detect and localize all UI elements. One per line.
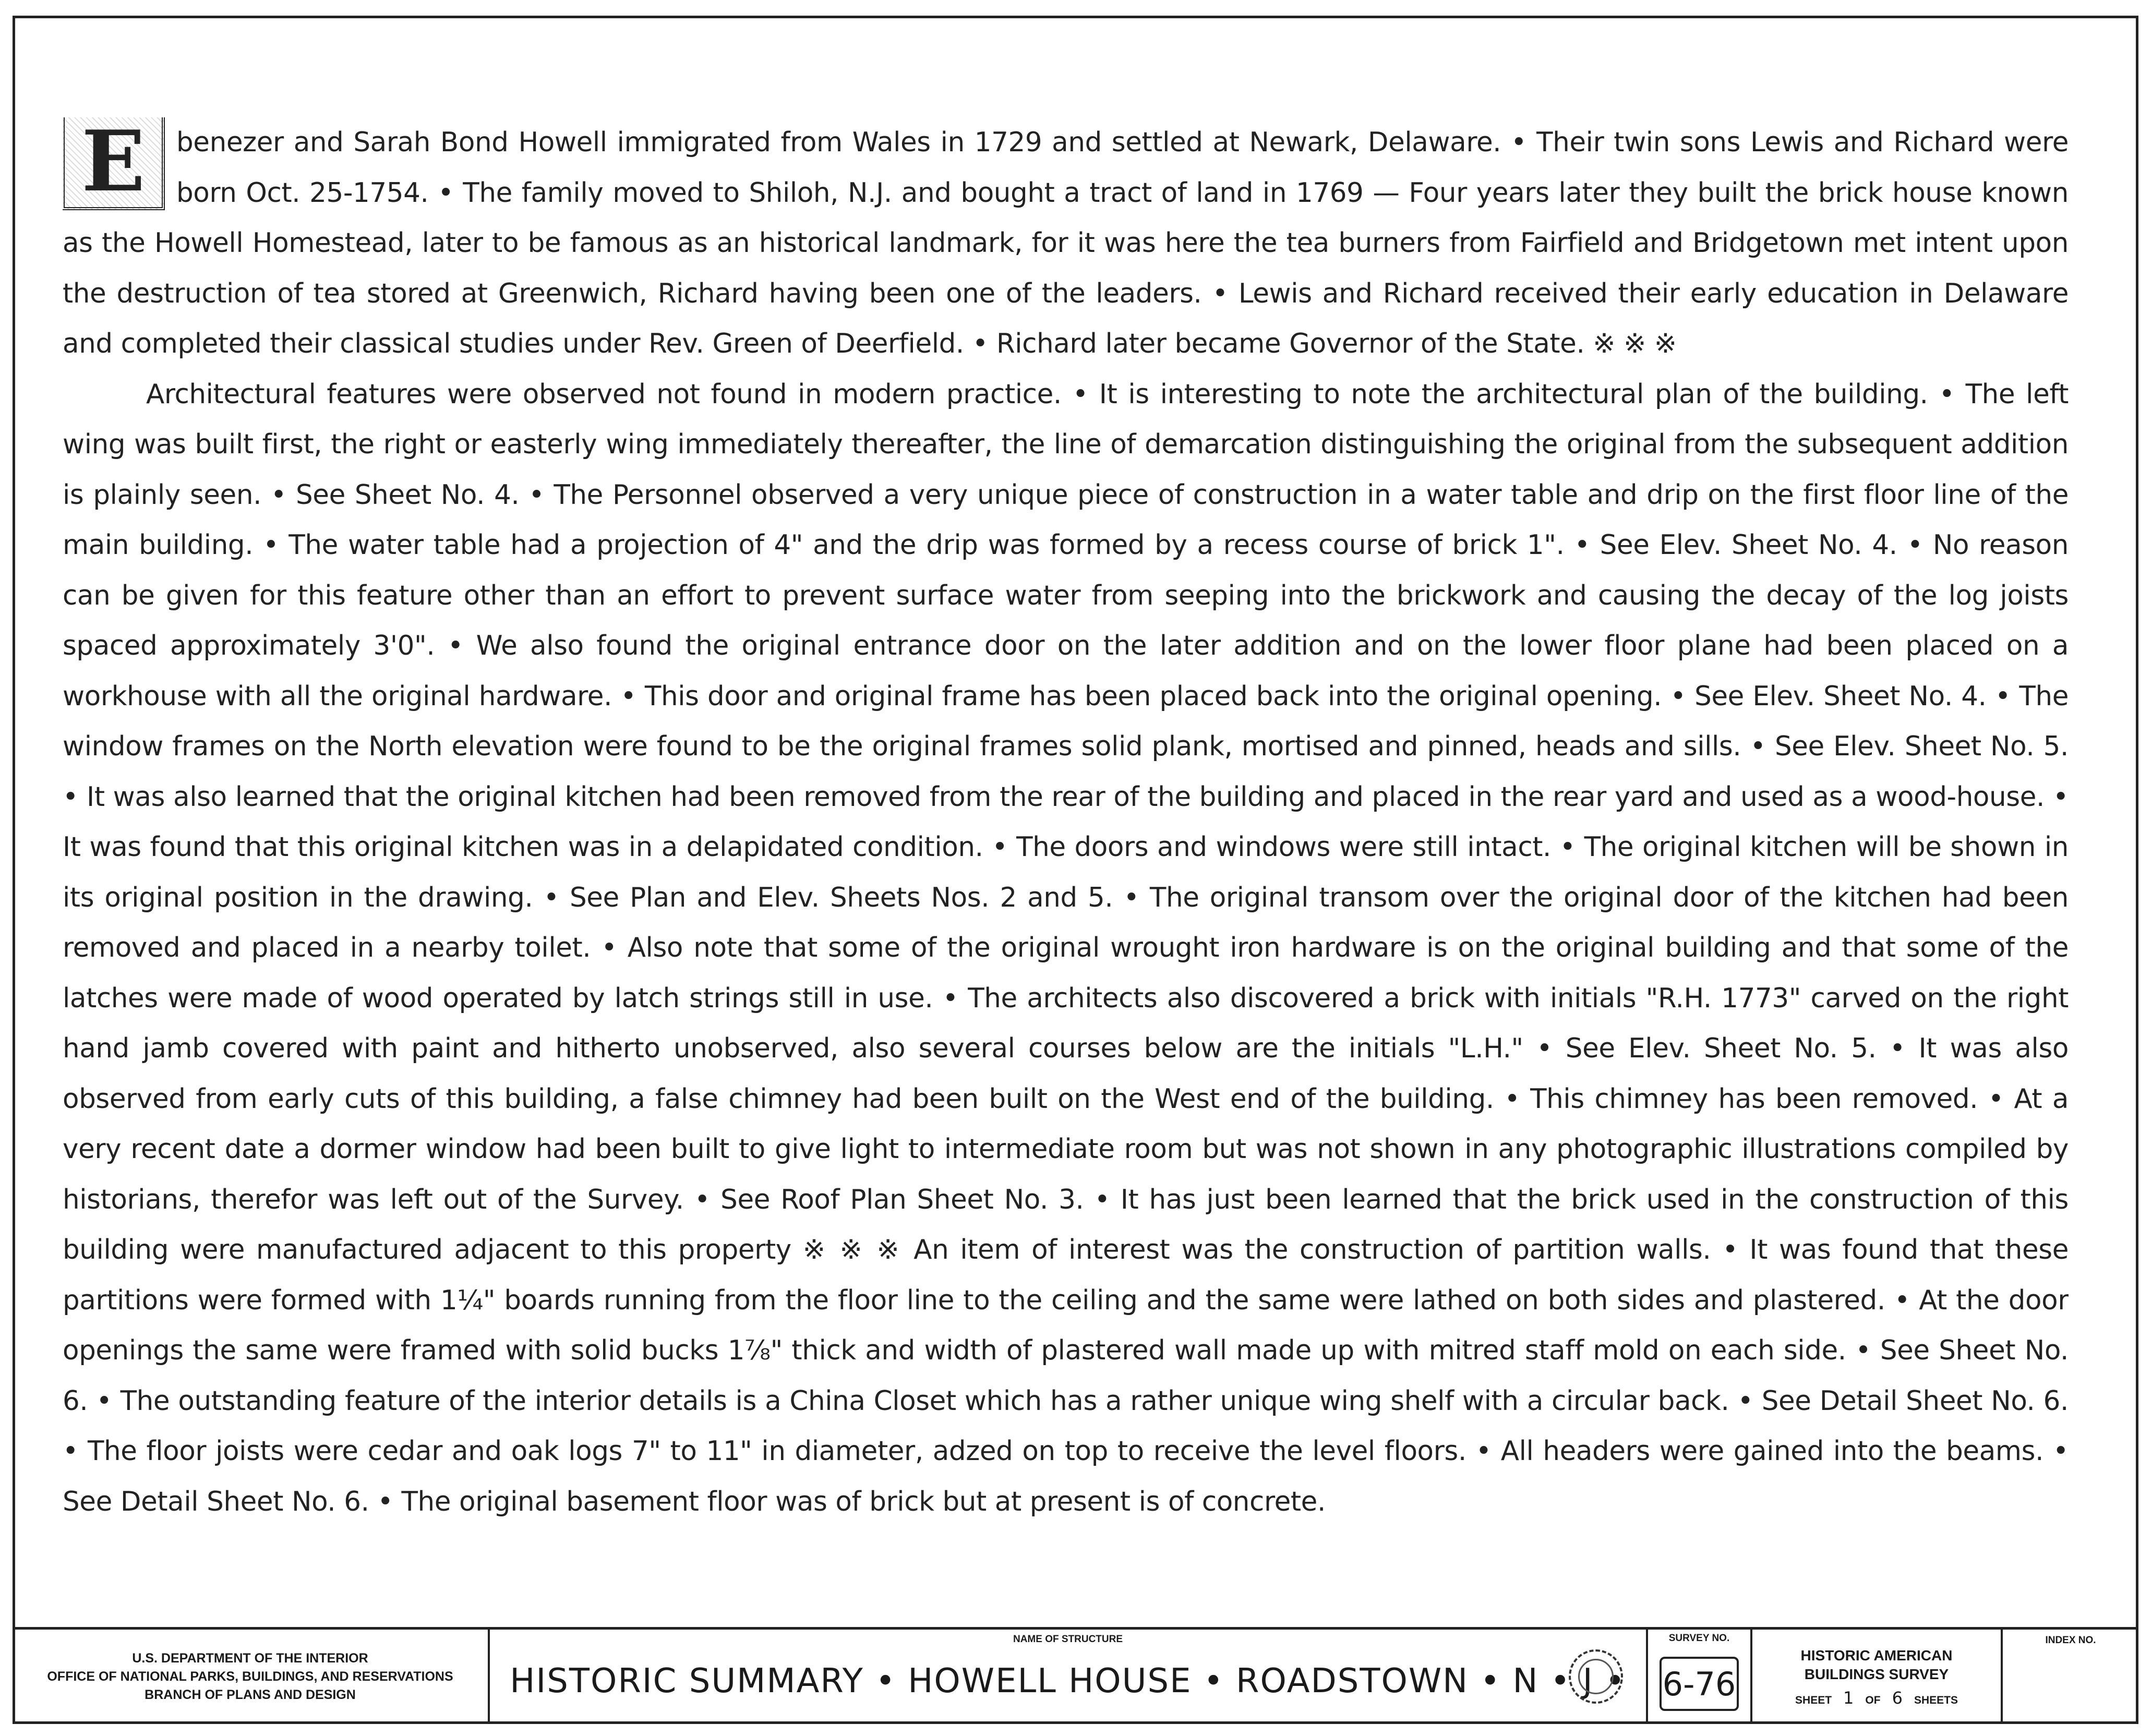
structure-name-cell [490, 1630, 1648, 1724]
agency-cell [13, 1630, 490, 1724]
historic-summary-text [63, 117, 2069, 1526]
habs-line-1: HISTORIC AMERICAN [1800, 1647, 1953, 1663]
sheet-number: 1 [1843, 1687, 1854, 1708]
index-number-cell [2003, 1630, 2138, 1724]
survey-no-label: SURVEY NO. [1668, 1633, 1730, 1644]
name-of-structure-label: NAME OF STRUCTURE [1013, 1634, 1123, 1645]
seal-stamp-icon [1569, 1649, 1623, 1704]
sheet-count [1795, 1688, 1958, 1708]
agency-line-3: BRANCH OF PLANS AND DESIGN [145, 1687, 356, 1702]
structure-name: HISTORIC SUMMARY • HOWELL HOUSE • ROADSTOWN • N • J • [510, 1662, 1626, 1701]
of-word: OF [1865, 1694, 1881, 1706]
illuminated-initial: E [63, 117, 165, 210]
habs-cell [1752, 1630, 2003, 1724]
sheet-word: SHEET [1795, 1694, 1832, 1706]
paragraph-1-text: benezer and Sarah Bond Howell immigrated from Wales in 1729 and settled at Newark, Delaware. • Their twin sons Lewis and Richard were born Oct. 25-1754. • The family moved to Shiloh, N.J. and bought a tract of land in 1769 — Four years later they built the brick house known as the Howell Homestead, later to be famous as an historical landmark, for it was here the tea burners from Fairfield and Bridgetown met intent upon the destruction of tea stored at Greenwich, Richard having been one of the leaders. • Lewis and Richard received their early education in Delaware and completed their classical studies under Rev. Green of Deerfield. • Richard later became Governor of the State. ※ ※ ※ [63, 127, 2069, 359]
survey-number: 6-76 [1660, 1657, 1739, 1711]
agency-line-1: U.S. DEPARTMENT OF THE INTERIOR [132, 1651, 368, 1666]
paragraph-family-history [63, 117, 2069, 369]
sheet-total: 6 [1892, 1687, 1903, 1708]
title-block [13, 1627, 2138, 1724]
index-no-label: INDEX NO. [2045, 1635, 2096, 1646]
agency-line-2: OFFICE OF NATIONAL PARKS, BUILDINGS, AND RESERVATIONS [47, 1669, 453, 1684]
habs-line-2: BUILDINGS SURVEY [1804, 1666, 1949, 1682]
sheets-word: SHEETS [1914, 1694, 1958, 1706]
survey-number-cell [1648, 1630, 1752, 1724]
paragraph-architectural-features: Architectural features were observed not found in modern practice. • It is interesting to note the architectural plan of the building. • The left wing was built first, the right or easterly wing immediately thereafter, the line of demarcation distinguishing the original from the subsequent addition is plainly seen. • See Sheet No. 4. • The Personnel observed a very unique piece of construction in a water table and drip on the first floor line of the main building. • The water table had a projection of 4" and the drip was formed by a recess course of brick 1". • See Elev. Sheet No. 4. • No reason can be given for this feature other than an effort to prevent surface water from seeping into the brickwork and causing the decay of the log joists spaced approximately 3'0". • We also found the original entrance door on the later addition and on the lower floor plane had been placed on a workhouse with all the original hardware. • This door and original frame has been placed back into the original opening. • See Elev. Sheet No. 4. • The window frames on the North elevation were found to be the original frames solid plank, mortised and pinned, heads and sills. • See Elev. Sheet No. 5. • It was also learned that the original kitchen had been removed from the rear of the building and placed in the rear yard and used as a wood-house. • It was found that this original kitchen was in a delapidated condition. • The doors and windows were still intact. • The original kitchen will be shown in its original position in the drawing. • See Plan and Elev. Sheets Nos. 2 and 5. • The original transom over the original door of the kitchen had been removed and placed in a nearby toilet. • Also note that some of the original wrought iron hardware is on the original building and that some of the latches were made of wood operated by latch strings still in use. • The architects also discovered a brick with initials "R.H. 1773" carved on the right hand jamb covered with paint and hitherto unobserved, also several courses below are the initials "L.H." • See Elev. Sheet No. 5. • It was also observed from early cuts of this building, a false chimney had been built on the West end of the building. • This chimney has been removed. • At a very recent date a dormer window had been built to give light to intermediate room but was not shown in any photographic illustrations compiled by historians, therefor was left out of the Survey. • See Roof Plan Sheet No. 3. • It has just been learned that the brick used in the construction of this building were manufactured adjacent to this property ※ ※ ※ An item of interest was the construction of partition walls. • It was found that these partitions were formed with 1¼" boards running from the floor line to the ceiling and the same were lathed on both sides and plastered. • At the door openings the same were framed with solid bucks 1⅞" thick and width of plastered wall made up with mitred staff mold on each side. • See Sheet No. 6. • The outstanding feature of the interior details is a China Closet which has a rather unique wing shelf with a circular back. • See Detail Sheet No. 6. • The floor joists were cedar and oak logs 7" to 11" in diameter, adzed on top to receive the level floors. • All headers were gained into the beams. • See Detail Sheet No. 6. • The original basement floor was of brick but at present is of concrete. [63, 378, 2069, 1517]
